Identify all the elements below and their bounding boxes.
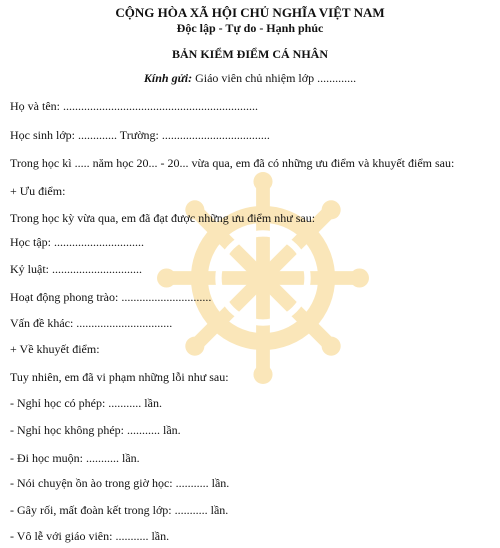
salutation-lead: Kính gửi: xyxy=(143,71,193,85)
late-arrival-line: - Đi học muộn: ........... lần. xyxy=(10,451,140,465)
strengths-intro-line: Trong học kỳ vừa qua, em đã đạt được những ưu điểm như sau: xyxy=(10,211,316,225)
disrespect-teacher-line: - Vô lễ với giáo viên: ........... lần. xyxy=(10,529,170,543)
salutation-recipient: Giáo viên chủ nhiệm lớp ............. xyxy=(192,71,357,85)
strengths-heading: + Ưu điểm: xyxy=(10,184,66,198)
ship-wheel-icon xyxy=(157,172,369,384)
semester-intro-line: Trong học kì ..... năm học 20... - 20... vừa qua, em đã có những ưu điểm và khuyết điểm sau: xyxy=(10,156,455,170)
movement-activities-line: Hoạt động phong trào: .............................. xyxy=(10,290,212,304)
causing-disunity-line: - Gây rối, mất đoàn kết trong lớp: ........... lần. xyxy=(10,503,229,517)
document-title: BẢN KIỂM ĐIỂM CÁ NHÂN xyxy=(172,47,328,61)
national-title: CỘNG HÒA XÃ HỘI CHỦ NGHĨA VIỆT NAM xyxy=(115,5,385,20)
discipline-line: Kỷ luật: .............................. xyxy=(10,262,142,276)
weaknesses-heading: + Về khuyết điểm: xyxy=(10,342,100,356)
unexcused-absence-line: - Nghỉ học không phép: ........... lần. xyxy=(10,423,181,437)
study-line: Học tập: .............................. xyxy=(10,235,144,249)
talking-in-class-line: - Nói chuyện ồn ào trong giờ học: ........... lần. xyxy=(10,476,230,490)
salutation xyxy=(0,71,500,86)
class-school-line: Học sinh lớp: ............. Trường: .................................... xyxy=(10,128,270,142)
national-motto: Độc lập - Tự do - Hạnh phúc xyxy=(176,21,324,35)
other-issues-line: Vấn đề khác: ................................ xyxy=(10,316,173,330)
weaknesses-intro-line: Tuy nhiên, em đã vi phạm những lỗi như sau: xyxy=(10,370,229,384)
excused-absence-line: - Nghỉ học có phép: ........... lần. xyxy=(10,396,162,410)
full-name-line: Họ và tên: ................................................................. xyxy=(10,99,258,113)
